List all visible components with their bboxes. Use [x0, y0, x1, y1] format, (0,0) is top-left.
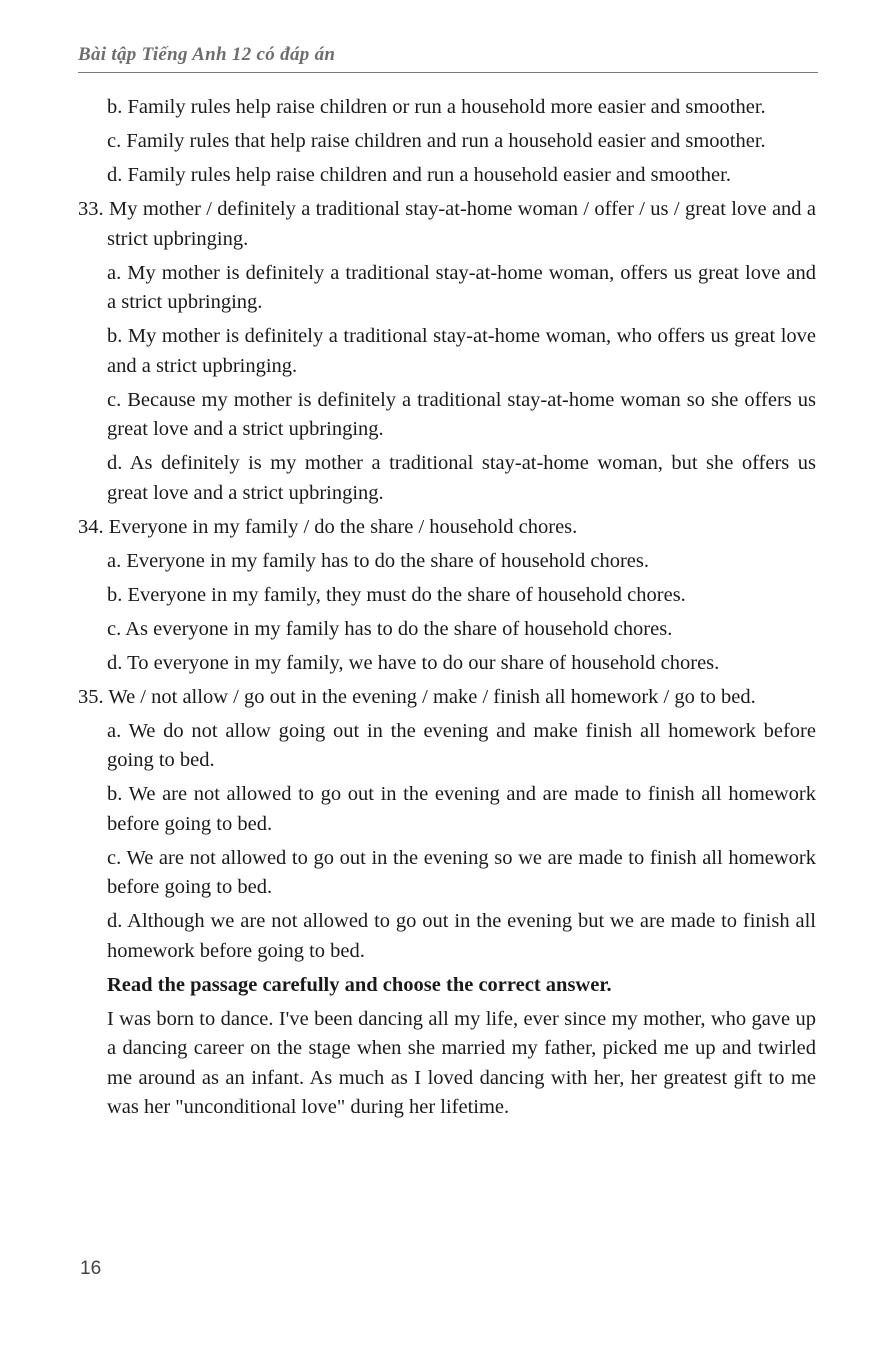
q33-option-c: c. Because my mother is definitely a traditional stay-at-home woman so she offers us great love and a strict upbringing. — [107, 388, 816, 440]
page-number: 16 — [80, 1258, 102, 1279]
reading-passage: I was born to dance. I've been dancing all my life, ever since my mother, who gave up a dancing career on the stage when she married my father, picked me up and twirled me around as an infant. As much as I loved dancing with her, her greatest gift to me was her "unconditional love" during her lifetime. — [107, 1007, 816, 1118]
question-33: 33. My mother / definitely a traditional stay-at-home woman / offer / us / great love and a strict upbringing. — [78, 198, 816, 250]
q32-option-b: b. Family rules help raise children or run a household more easier and smoother. — [107, 96, 766, 118]
running-header — [78, 44, 818, 73]
question-35: 35. We / not allow / go out in the evening / make / finish all homework / go to bed. — [78, 685, 756, 708]
page-content — [78, 93, 816, 1123]
q34-option-c: c. As everyone in my family has to do the share of household chores. — [107, 617, 673, 640]
q34-option-d: d. To everyone in my family, we have to do our share of household chores. — [107, 651, 720, 674]
q35-option-b: b. We are not allowed to go out in the evening and are made to finish all homework before going to bed. — [107, 783, 816, 835]
q32-option-c: c. Family rules that help raise children and run a household easier and smoother. — [107, 130, 766, 152]
q34-option-a: a. Everyone in my family has to do the share of household chores. — [107, 549, 649, 572]
q35-option-c: c. We are not allowed to go out in the evening so we are made to finish all homework before going to bed. — [107, 846, 816, 898]
section-instruction: Read the passage carefully and choose the correct answer. — [107, 973, 612, 996]
q33-option-d: d. As definitely is my mother a traditional stay-at-home woman, but she offers us great love and a strict upbringing. — [107, 452, 816, 504]
q33-option-a: a. My mother is definitely a traditional stay-at-home woman, offers us great love and a strict upbringing. — [107, 261, 816, 313]
question-34: 34. Everyone in my family / do the share / household chores. — [78, 515, 578, 538]
q35-option-d: d. Although we are not allowed to go out in the evening but we are made to finish all homework before going to bed. — [107, 910, 816, 962]
q32-option-d: d. Family rules help raise children and run a household easier and smoother. — [107, 164, 731, 186]
q33-option-b: b. My mother is definitely a traditional stay-at-home woman, who offers us great love and a strict upbringing. — [107, 325, 816, 377]
q35-option-a: a. We do not allow going out in the evening and make finish all homework before going to bed. — [107, 719, 816, 771]
book-title: Bài tập Tiếng Anh 12 có đáp án — [78, 44, 336, 65]
q34-option-b: b. Everyone in my family, they must do the share of household chores. — [107, 583, 686, 606]
